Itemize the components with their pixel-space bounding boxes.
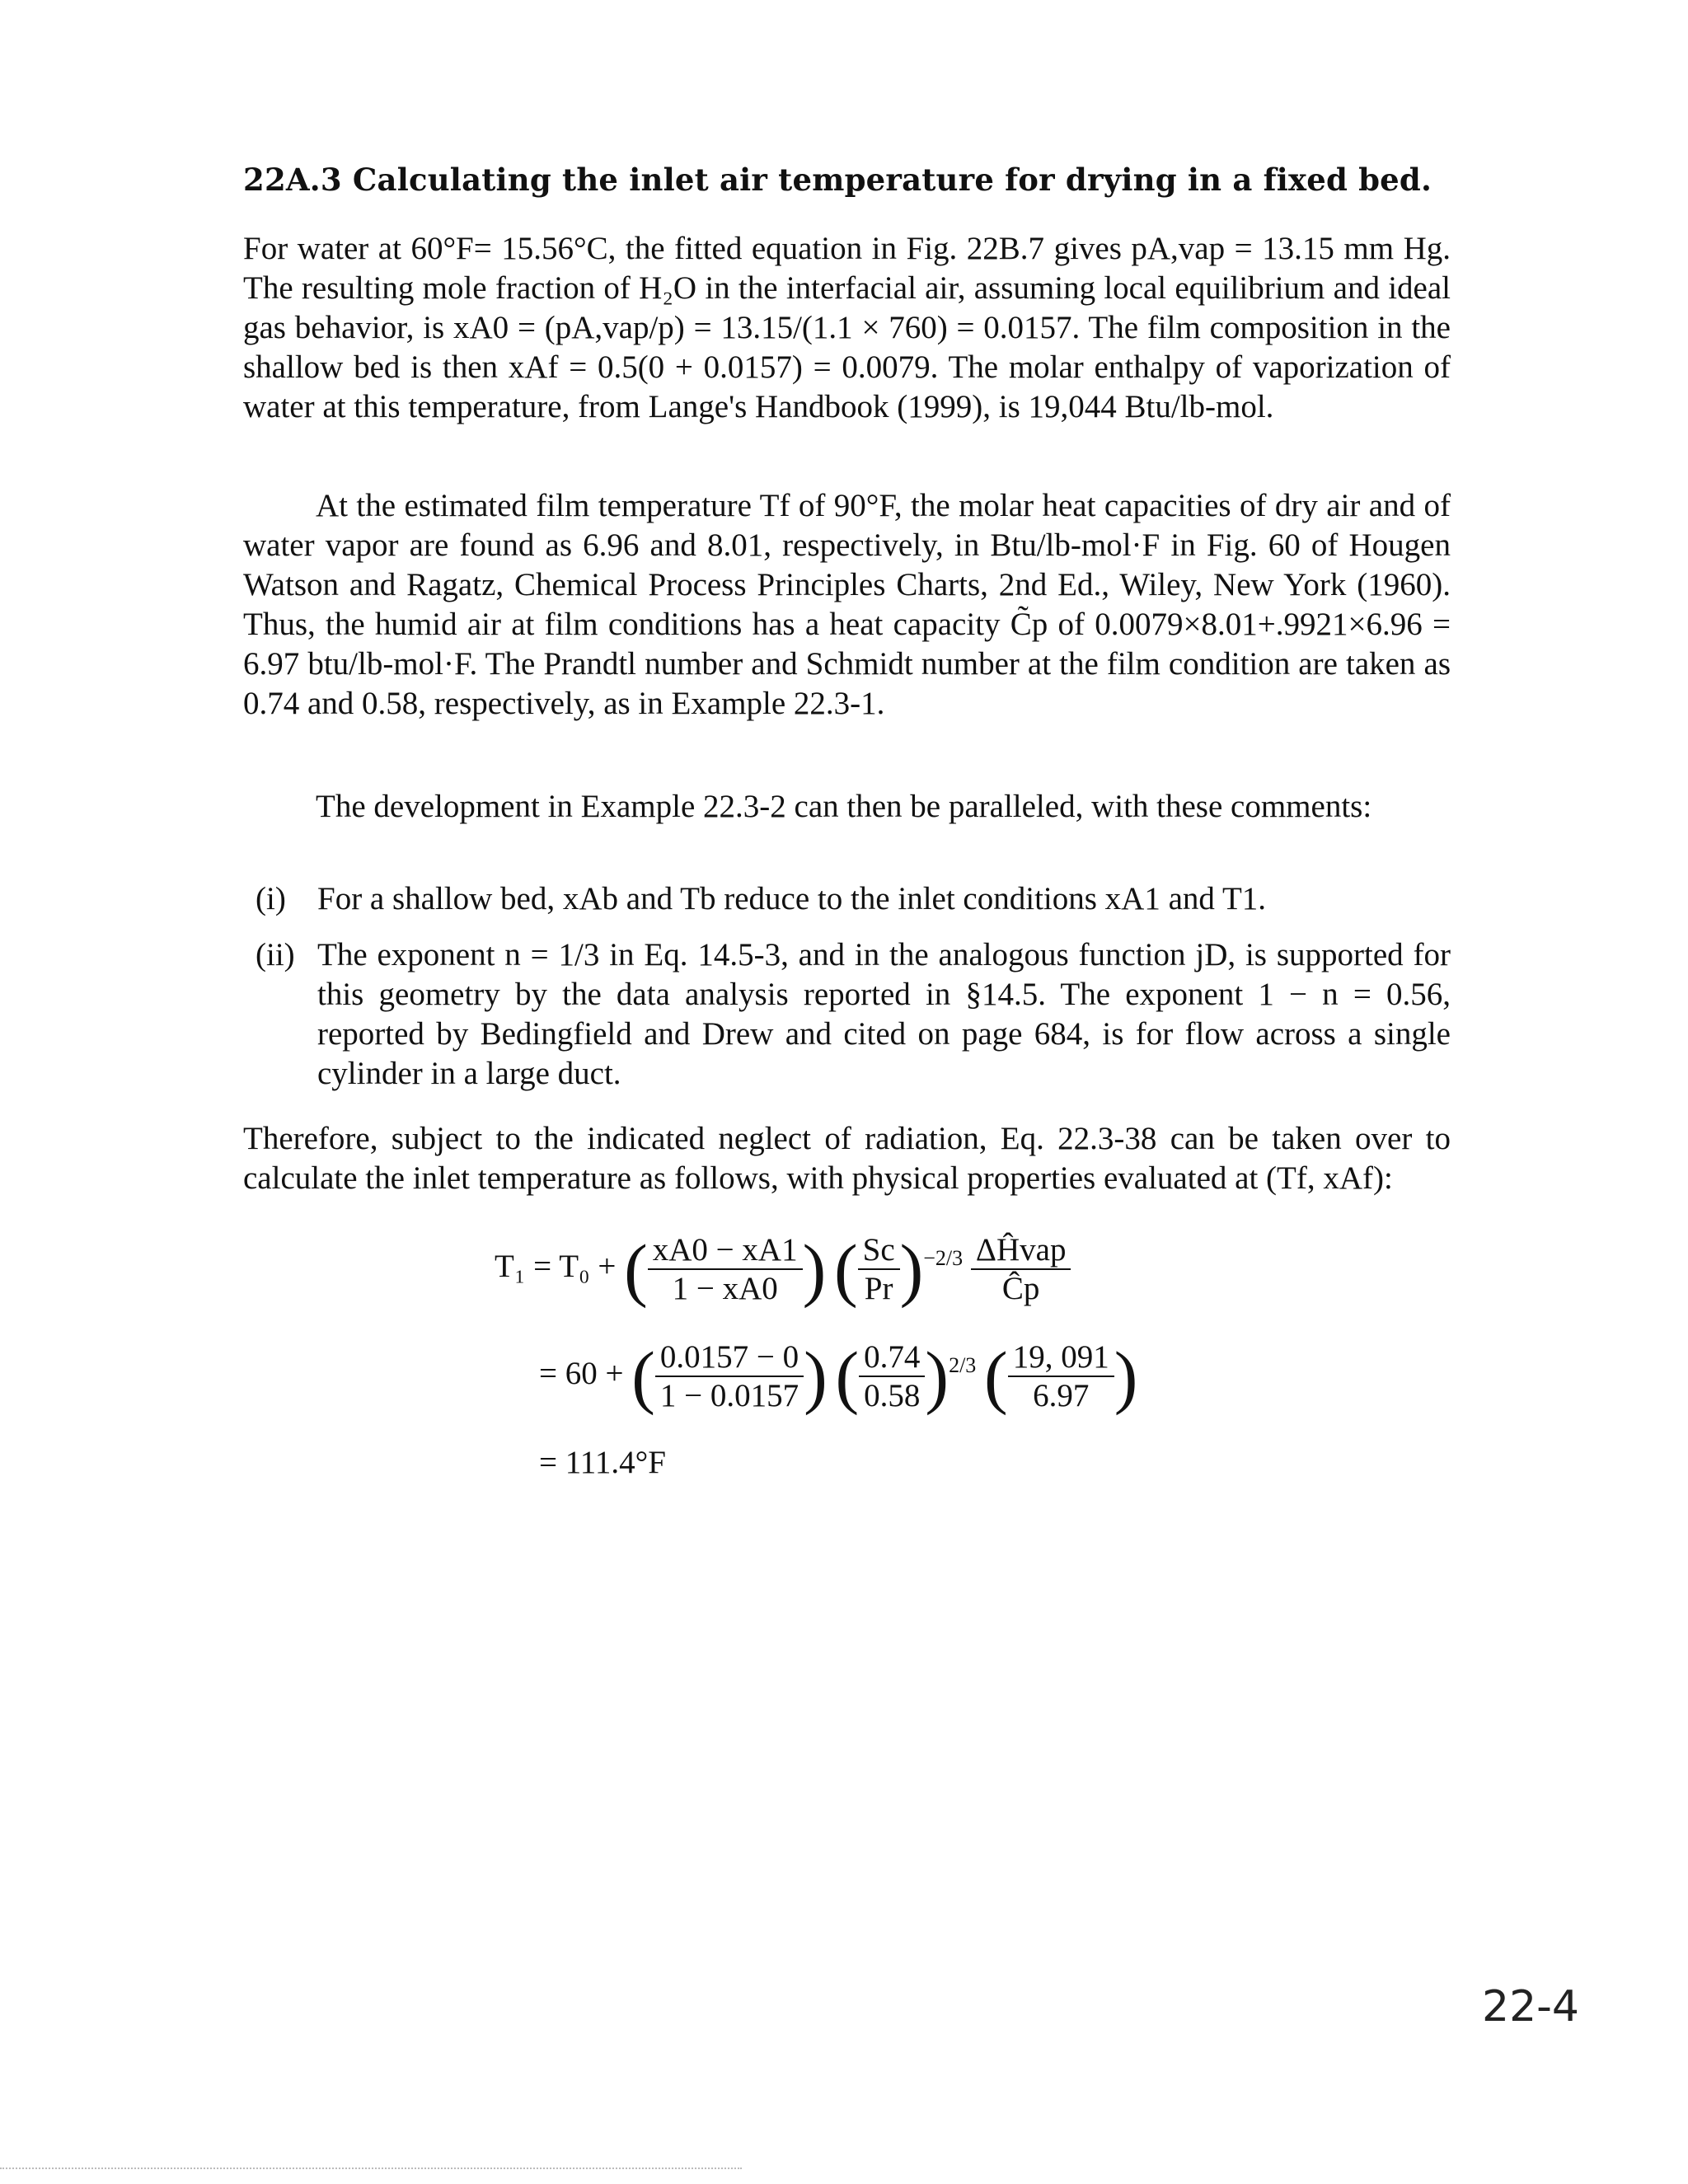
numerator: ΔĤvap [971, 1231, 1071, 1270]
equation-line-2: = 60 + ( $\frac{0.0157 - 0}{1 - 0.0157}$ ) ( $\frac{0.74}{0.58}$ )$^{2/3}$ ( $\frac{19, 091}{6.97}$ ) [539, 1337, 1138, 1416]
exponent: −2/3 [923, 1245, 964, 1270]
comment-list [256, 879, 1451, 1110]
denominator: 1 − 0.0157 [659, 1378, 799, 1413]
fraction [648, 1231, 803, 1307]
scan-artifact-divider [0, 2168, 742, 2169]
list-item-label: (ii) [256, 937, 295, 972]
list-item-text: The exponent n = 1/3 in Eq. 14.5-3, and in the analogous function jD, is supported for this geometry by the data analysis reported in §14.5. The exponent 1 − n = 0.56, reported by Bedingfield and Drew and cited on page 684, is for flow across a single cylinder in a large duct. [317, 937, 1451, 1091]
fraction [655, 1338, 804, 1414]
denominator: 1 − xA0 [672, 1271, 778, 1306]
numerator: 0.0157 − 0 [655, 1338, 804, 1377]
numerator: Sc [858, 1231, 900, 1270]
equation-line-3: = 111.4°F [539, 1445, 666, 1480]
equation-lhs: T₁ = T₀ + [495, 1248, 617, 1284]
section-title: 22A.3 Calculating the inlet air temperature for drying in a fixed bed. [243, 162, 1432, 198]
exponent: 2/3 [949, 1352, 977, 1377]
fraction [859, 1338, 925, 1414]
numerator: 19, 091 [1008, 1338, 1114, 1377]
list-item-text: For a shallow bed, xAb and Tb reduce to the inlet conditions xA1 and T1. [317, 881, 1267, 916]
equation-line-1: T₁ = T₀ + ( $\frac{xA0 - xA1}{1 - xA0}$ ) ( $\frac{Sc}{Pr}$ )$^{-2/3}$ $\frac{\text{ΔĤvap}}{Ĉp}$ [495, 1228, 1071, 1310]
fraction [858, 1231, 900, 1307]
denominator: 6.97 [1033, 1378, 1090, 1413]
equation-lhs: = 60 + [539, 1355, 624, 1391]
paragraph-4: Therefore, subject to the indicated neglect of radiation, Eq. 22.3-38 can be taken over to calculate the inlet temperature as follows, with physical properties evaluated at (Tf, xAf): [243, 1121, 1451, 1196]
denominator: Pr [864, 1271, 893, 1306]
fraction [1008, 1338, 1114, 1414]
paragraph-1: For water at 60°F= 15.56°C, the fitted equation in Fig. 22B.7 gives pA,vap = 13.15 mm Hg. The resulting mole fraction of H₂O in the interfacial air, assuming local equilibrium and ideal gas behavior, is xA0 = (pA,vap/p) = 13.15/(1.1 × 760) = 0.0157. The film composition in the shallow bed is then xAf = 0.5(0 + 0.0157) = 0.0079. The molar enthalpy of vaporization of water at this temperature, from Lange's Handbook (1999), is 19,044 Btu/lb-mol. [243, 231, 1451, 424]
denominator: Ĉp [1001, 1271, 1040, 1306]
list-item [256, 935, 1451, 1094]
paragraph-2: At the estimated film temperature Tf of 90°F, the molar heat capacities of dry air and of water vapor are found as 6.96 and 8.01, respectively, in Btu/lb-mol·F in Fig. 60 of Hougen Watson and Ragatz, Chemical Process Principles Charts, 2nd Ed., Wiley, New York (1960). Thus, the humid air at film conditions has a heat capacity C̃p of 0.0079×8.01+.9921×6.96 = 6.97 btu/lb-mol·F. The Prandtl number and Schmidt number at the film condition are taken as 0.74 and 0.58, respectively, as in Example 22.3-1. [243, 488, 1451, 721]
list-item [256, 879, 1451, 919]
numerator: 0.74 [859, 1338, 925, 1377]
list-item-label: (i) [256, 881, 286, 916]
paragraph-3: The development in Example 22.3-2 can then be paralleled, with these comments: [316, 789, 1372, 824]
denominator: 0.58 [864, 1378, 921, 1413]
page-number: 22-4 [1482, 1982, 1580, 2032]
fraction [971, 1231, 1071, 1307]
numerator: xA0 − xA1 [648, 1231, 803, 1270]
